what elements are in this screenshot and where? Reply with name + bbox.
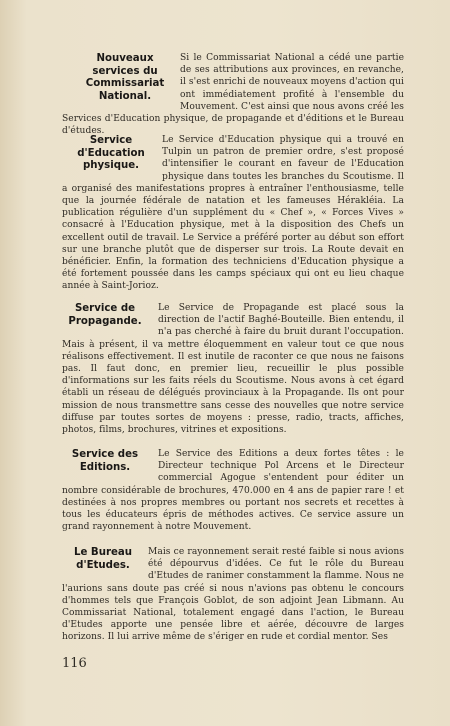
section-propagande [62,302,404,436]
section-bureau-etudes [62,546,404,644]
section-nouveaux-services [62,52,404,137]
section-body: Le Service des Editions a deux fortes têtes : le Directeur technique Pol Arcens et le Directeur commercial Agogue s'entendent pour éditer un nombre considérable de brochures, 470.000 en 4 ans de papier rare ! et destinées à nos propres membres ou portant nos secrets et recettes à tous les éducateurs épris de méthodes actives. Ce service assure un grand rayonnement à notre Mouvement. [62,449,404,533]
section-body: Le Service de Propagande est placé sous la direction de l'actif Baghé-Bouteille. Bien entendu, il n'a pas cherché à faire du bruit durant l'occupation. Mais à présent, il va mettre éloquemment en valeur tout ce que nous réalisons effectivement. Il est inutile de raconter ce que nous ne faisons pas. Il faut donc, en premier lieu, recueillir le plus possible d'informations sur les faits réels du Scoutisme. Nous avons à cet égard établi un réseau de délégués provinciaux à la Propagande. Ils ont pour mission de nous transmettre sans cesse des nouvelles que notre service diffuse par toutes sortes de moyens : presse, radio, tracts, affiches, photos, films, brochures, vitrines et expositions. [62,303,404,436]
section-editions [62,448,404,533]
section-body: Si le Commissariat National a cédé une partie de ses attributions aux provinces, en revanche, il s'est enrichi de nouveaux moyens d'action qui ont immédiatement profité à l'ensemble du Mouvement. C'est ainsi que nous avons créé les Services d'Education physique, de propagande et d'éditions et le Bureau d'études. [62,53,404,137]
section-heading: Service de Propagande. [68,303,142,327]
section-heading: Le Bureau d'Etudes. [73,547,133,571]
section-education-physique [62,134,404,293]
section-heading: Nouveaux services du Commissariat National. [85,53,165,102]
section-heading: Service des Editions. [71,449,139,473]
section-body: Le Service d'Education physique qui a trouvé en Tulpin un patron de premier ordre, s'est proposé d'intensifier le courant en faveur de l'Education physique dans toutes les branches du Scoutisme. Il a organisé des manifestations propres à entraîner l'enthousiasme, telle que la journée fédérale de natation et les fameuses Hérakléia. La publication régulière d'un supplément du « Chef », « Forces Vives » consacré à l'Education physique, met à la disposition des Chefs un excellent outil de travail. Le Service a préféré porter au début son effort sur une branche plutôt que de disperser sur trois. La Route devait en bénéficier. Enfin, la formation des techniciens d'Education physique a été fortement poussée dans les camps spéciaux qui ont eu lieu chaque année à Saint-Jorioz. [62,135,404,292]
section-body: Mais ce rayonnement serait resté faible si nous avions été dépourvus d'idées. Ce fut le rôle du Bureau d'Etudes de ranimer constamment la flamme. Nous ne l'aurions sans doute pas créé si nous n'avions pas obtenu le concours d'hommes tels que François Goblot, de son adjoint Jean Libmann. Au Commissariat National, totalement engagé dans l'action, le Bureau d'Etudes apporte une pensée libre et aérée, découvre de larges horizons. Il lui arrive même de s'ériger en rude et cordial mentor. Ses [62,547,404,643]
page-number: 116 [62,656,87,671]
section-heading: Service d'Education physique. [77,135,145,171]
